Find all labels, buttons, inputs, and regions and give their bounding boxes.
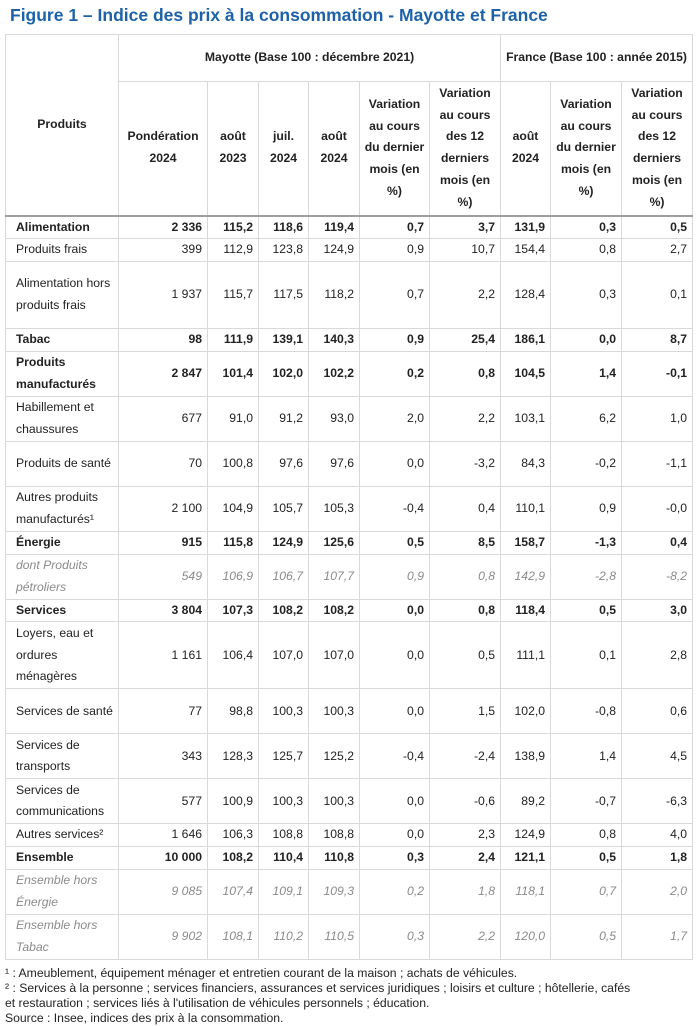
table-cell: 97,6 <box>309 441 360 486</box>
table-cell: 104,9 <box>208 486 259 531</box>
table-cell: 2 336 <box>119 216 208 239</box>
table-cell: 4,5 <box>622 734 693 779</box>
row-label: Alimentation hors produits frais <box>6 262 119 329</box>
table-cell: 123,8 <box>259 239 309 262</box>
table-cell: 89,2 <box>501 779 551 824</box>
table-cell: -0,1 <box>622 351 693 396</box>
table-cell: 102,0 <box>259 351 309 396</box>
table-cell: 0,8 <box>430 554 501 599</box>
table-cell: 0,7 <box>551 870 622 915</box>
table-cell: 1 646 <box>119 824 208 847</box>
header-col: Variation au cours des 12 derniers mois (en %) <box>430 82 501 216</box>
table-cell: 115,8 <box>208 531 259 554</box>
table-cell: -0,7 <box>551 779 622 824</box>
table-row <box>6 734 693 779</box>
table-cell: 0,4 <box>430 486 501 531</box>
row-label: Services de communications <box>6 779 119 824</box>
table-cell: 111,1 <box>501 622 551 689</box>
row-label: Produits de santé <box>6 441 119 486</box>
table-cell: 2 100 <box>119 486 208 531</box>
table-row <box>6 329 693 352</box>
table-cell: 93,0 <box>309 396 360 441</box>
header-col: août 2024 <box>309 82 360 216</box>
table-cell: 3,7 <box>430 216 501 239</box>
table-cell: 118,1 <box>501 870 551 915</box>
table-cell: -0,6 <box>430 779 501 824</box>
header-col: Variation au cours des 12 derniers mois (en %) <box>622 82 693 216</box>
table-row <box>6 216 693 239</box>
row-label: Tabac <box>6 329 119 352</box>
table-cell: 104,5 <box>501 351 551 396</box>
table-cell: 0,1 <box>551 622 622 689</box>
table-cell: 8,5 <box>430 531 501 554</box>
table-cell: 131,9 <box>501 216 551 239</box>
table-cell: 101,4 <box>208 351 259 396</box>
row-label: Services de transports <box>6 734 119 779</box>
table-cell: 186,1 <box>501 329 551 352</box>
table-cell: 108,8 <box>309 824 360 847</box>
row-label: Produits manufacturés <box>6 351 119 396</box>
footnotes <box>0 960 697 1026</box>
table-cell: 0,8 <box>551 824 622 847</box>
table-cell: 0,5 <box>360 531 430 554</box>
row-label: Loyers, eau et ordures ménagères <box>6 622 119 689</box>
table-cell: 100,9 <box>208 779 259 824</box>
row-label: Services <box>6 599 119 622</box>
row-label: Ensemble hors Tabac <box>6 915 119 960</box>
table-cell: 0,1 <box>622 262 693 329</box>
table-cell: 677 <box>119 396 208 441</box>
table-cell: 0,6 <box>622 689 693 734</box>
table-cell: 0,0 <box>360 689 430 734</box>
table-cell: -0,4 <box>360 486 430 531</box>
table-cell: 0,3 <box>360 847 430 870</box>
table-cell: 84,3 <box>501 441 551 486</box>
table-cell: 1 937 <box>119 262 208 329</box>
table-cell: 1 161 <box>119 622 208 689</box>
table-row <box>6 689 693 734</box>
table-cell: 0,7 <box>360 216 430 239</box>
table-cell: 8,7 <box>622 329 693 352</box>
table-cell: 109,1 <box>259 870 309 915</box>
table-cell: 105,3 <box>309 486 360 531</box>
table-cell: 108,1 <box>208 915 259 960</box>
table-cell: 2,2 <box>430 262 501 329</box>
table-cell: 139,1 <box>259 329 309 352</box>
table-cell: 91,2 <box>259 396 309 441</box>
table-cell: 0,5 <box>551 915 622 960</box>
table-cell: -2,8 <box>551 554 622 599</box>
table-cell: 0,8 <box>430 599 501 622</box>
source-note: Source : Insee, indices des prix à la consommation. <box>5 1011 284 1026</box>
table-cell: 118,4 <box>501 599 551 622</box>
table-cell: -1,1 <box>622 441 693 486</box>
header-col: juil. 2024 <box>259 82 309 216</box>
table-row <box>6 599 693 622</box>
table-row <box>6 554 693 599</box>
row-label: Habillement et chaussures <box>6 396 119 441</box>
table-row <box>6 824 693 847</box>
table-cell: 110,1 <box>501 486 551 531</box>
table-cell: 0,9 <box>360 239 430 262</box>
table-cell: 102,0 <box>501 689 551 734</box>
table-cell: 0,0 <box>360 779 430 824</box>
table-cell: 106,7 <box>259 554 309 599</box>
table-cell: 1,5 <box>430 689 501 734</box>
table-cell: -3,2 <box>430 441 501 486</box>
table-cell: 98 <box>119 329 208 352</box>
table-cell: 2,3 <box>430 824 501 847</box>
table-cell: 138,9 <box>501 734 551 779</box>
table-row <box>6 486 693 531</box>
table-cell: -0,4 <box>360 734 430 779</box>
table-cell: 108,2 <box>259 599 309 622</box>
table-body <box>6 216 693 960</box>
table-cell: 0,0 <box>360 441 430 486</box>
table-cell: 1,8 <box>622 847 693 870</box>
table-cell: 10 000 <box>119 847 208 870</box>
row-label: Ensemble <box>6 847 119 870</box>
table-cell: 154,4 <box>501 239 551 262</box>
table-row <box>6 915 693 960</box>
table-cell: 3,0 <box>622 599 693 622</box>
row-label: Ensemble hors Énergie <box>6 870 119 915</box>
table-cell: -2,4 <box>430 734 501 779</box>
table-cell: 9 902 <box>119 915 208 960</box>
table-cell: 0,2 <box>360 870 430 915</box>
table-cell: 110,2 <box>259 915 309 960</box>
table-cell: 0,3 <box>360 915 430 960</box>
table-cell: 0,5 <box>622 216 693 239</box>
table-cell: 2,8 <box>622 622 693 689</box>
table-row <box>6 239 693 262</box>
table-cell: 2 847 <box>119 351 208 396</box>
table-cell: -0,8 <box>551 689 622 734</box>
table-row <box>6 441 693 486</box>
footnote-1: ¹ : Ameublement, équipement ménager et entretien courant de la maison ; achats de véhicules. <box>5 966 518 981</box>
table-cell: 0,9 <box>551 486 622 531</box>
table-row <box>6 351 693 396</box>
table-cell: 25,4 <box>430 329 501 352</box>
table-cell: 107,0 <box>309 622 360 689</box>
table-row <box>6 870 693 915</box>
header-col: Pondération 2024 <box>119 82 208 216</box>
table-cell: 1,8 <box>430 870 501 915</box>
table-cell: 0,8 <box>551 239 622 262</box>
header-col: août 2023 <box>208 82 259 216</box>
table-cell: 1,4 <box>551 734 622 779</box>
header-produits: Produits <box>6 35 119 216</box>
table-cell: 0,5 <box>551 599 622 622</box>
table-cell: 128,3 <box>208 734 259 779</box>
table-cell: 100,3 <box>259 689 309 734</box>
row-label: Alimentation <box>6 216 119 239</box>
table-cell: 98,8 <box>208 689 259 734</box>
table-cell: 0,2 <box>360 351 430 396</box>
table-cell: 142,9 <box>501 554 551 599</box>
table-cell: 2,2 <box>430 396 501 441</box>
header-france-group: France (Base 100 : année 2015) <box>501 35 693 82</box>
table-row <box>6 847 693 870</box>
table-cell: 115,2 <box>208 216 259 239</box>
table-cell: 0,7 <box>360 262 430 329</box>
table-cell: 10,7 <box>430 239 501 262</box>
row-label: Produits frais <box>6 239 119 262</box>
table-cell: 0,0 <box>551 329 622 352</box>
table-cell: 2,0 <box>360 396 430 441</box>
table-cell: 110,8 <box>309 847 360 870</box>
table-row <box>6 779 693 824</box>
table-cell: 343 <box>119 734 208 779</box>
table-cell: 2,4 <box>430 847 501 870</box>
table-cell: 0,4 <box>622 531 693 554</box>
footnote-2-continued: et restauration ; services liés à l'utilisation de véhicules personnels ; éducation. <box>5 996 430 1011</box>
table-cell: 0,8 <box>430 351 501 396</box>
table-cell: 549 <box>119 554 208 599</box>
table-cell: 0,9 <box>360 554 430 599</box>
table-cell: -8,2 <box>622 554 693 599</box>
footnote-2: ² : Services à la personne ; services financiers, assurances et services juridiques ; loisirs et culture ; hôtellerie, cafés <box>5 981 631 996</box>
table-cell: -0,2 <box>551 441 622 486</box>
table-cell: 125,2 <box>309 734 360 779</box>
table-cell: 124,9 <box>309 239 360 262</box>
table-cell: 9 085 <box>119 870 208 915</box>
table-cell: 118,2 <box>309 262 360 329</box>
row-label: dont Produits pétroliers <box>6 554 119 599</box>
table-cell: 105,7 <box>259 486 309 531</box>
row-label: Autres produits manufacturés¹ <box>6 486 119 531</box>
price-index-table <box>5 34 693 960</box>
table-cell: 1,4 <box>551 351 622 396</box>
header-col: Variation au cours du dernier mois (en %) <box>360 82 430 216</box>
table-cell: 97,6 <box>259 441 309 486</box>
table-cell: 106,9 <box>208 554 259 599</box>
table-cell: 107,3 <box>208 599 259 622</box>
header-col: Variation au cours du dernier mois (en %) <box>551 82 622 216</box>
table-cell: 117,5 <box>259 262 309 329</box>
table-cell: 91,0 <box>208 396 259 441</box>
table-cell: -6,3 <box>622 779 693 824</box>
table-cell: 119,4 <box>309 216 360 239</box>
header-col: août 2024 <box>501 82 551 216</box>
table-cell: 1,0 <box>622 396 693 441</box>
table-row <box>6 622 693 689</box>
table-cell: 112,9 <box>208 239 259 262</box>
figure-title: Figure 1 – Indice des prix à la consommation - Mayotte et France <box>10 5 548 25</box>
table-cell: 140,3 <box>309 329 360 352</box>
table-cell: 102,2 <box>309 351 360 396</box>
table-cell: 106,3 <box>208 824 259 847</box>
table-cell: 0,0 <box>360 622 430 689</box>
table-cell: 107,7 <box>309 554 360 599</box>
row-label: Services de santé <box>6 689 119 734</box>
table-cell: 4,0 <box>622 824 693 847</box>
table-cell: 118,6 <box>259 216 309 239</box>
table-cell: 108,2 <box>208 847 259 870</box>
table-cell: 110,4 <box>259 847 309 870</box>
table-cell: 100,3 <box>309 689 360 734</box>
table-cell: 2,2 <box>430 915 501 960</box>
table-cell: 0,5 <box>430 622 501 689</box>
table-cell: 0,9 <box>360 329 430 352</box>
table-cell: 107,0 <box>259 622 309 689</box>
header-mayotte-group: Mayotte (Base 100 : décembre 2021) <box>119 35 501 82</box>
table-cell: 107,4 <box>208 870 259 915</box>
table-cell: 3 804 <box>119 599 208 622</box>
table-cell: 115,7 <box>208 262 259 329</box>
table-cell: 110,5 <box>309 915 360 960</box>
table-cell: 915 <box>119 531 208 554</box>
table-cell: 125,7 <box>259 734 309 779</box>
table-cell: 0,3 <box>551 262 622 329</box>
table-cell: 106,4 <box>208 622 259 689</box>
table-cell: 2,7 <box>622 239 693 262</box>
table-cell: 124,9 <box>501 824 551 847</box>
table-cell: 0,0 <box>360 599 430 622</box>
table-cell: 399 <box>119 239 208 262</box>
table-cell: 100,3 <box>309 779 360 824</box>
table-cell: -1,3 <box>551 531 622 554</box>
table-row <box>6 262 693 329</box>
table-cell: 120,0 <box>501 915 551 960</box>
table-cell: 109,3 <box>309 870 360 915</box>
table-cell: 128,4 <box>501 262 551 329</box>
table-cell: 108,8 <box>259 824 309 847</box>
table-cell: 0,0 <box>360 824 430 847</box>
row-label: Énergie <box>6 531 119 554</box>
table-cell: 0,3 <box>551 216 622 239</box>
table-cell: -0,0 <box>622 486 693 531</box>
table-cell: 100,8 <box>208 441 259 486</box>
table-cell: 103,1 <box>501 396 551 441</box>
table-cell: 6,2 <box>551 396 622 441</box>
table-row <box>6 531 693 554</box>
table-cell: 0,5 <box>551 847 622 870</box>
table-cell: 77 <box>119 689 208 734</box>
table-cell: 2,0 <box>622 870 693 915</box>
table-cell: 100,3 <box>259 779 309 824</box>
table-cell: 121,1 <box>501 847 551 870</box>
table-cell: 108,2 <box>309 599 360 622</box>
table-cell: 125,6 <box>309 531 360 554</box>
table-cell: 158,7 <box>501 531 551 554</box>
table-cell: 111,9 <box>208 329 259 352</box>
row-label: Autres services² <box>6 824 119 847</box>
table-cell: 577 <box>119 779 208 824</box>
table-cell: 124,9 <box>259 531 309 554</box>
table-row <box>6 396 693 441</box>
table-cell: 70 <box>119 441 208 486</box>
table-cell: 1,7 <box>622 915 693 960</box>
